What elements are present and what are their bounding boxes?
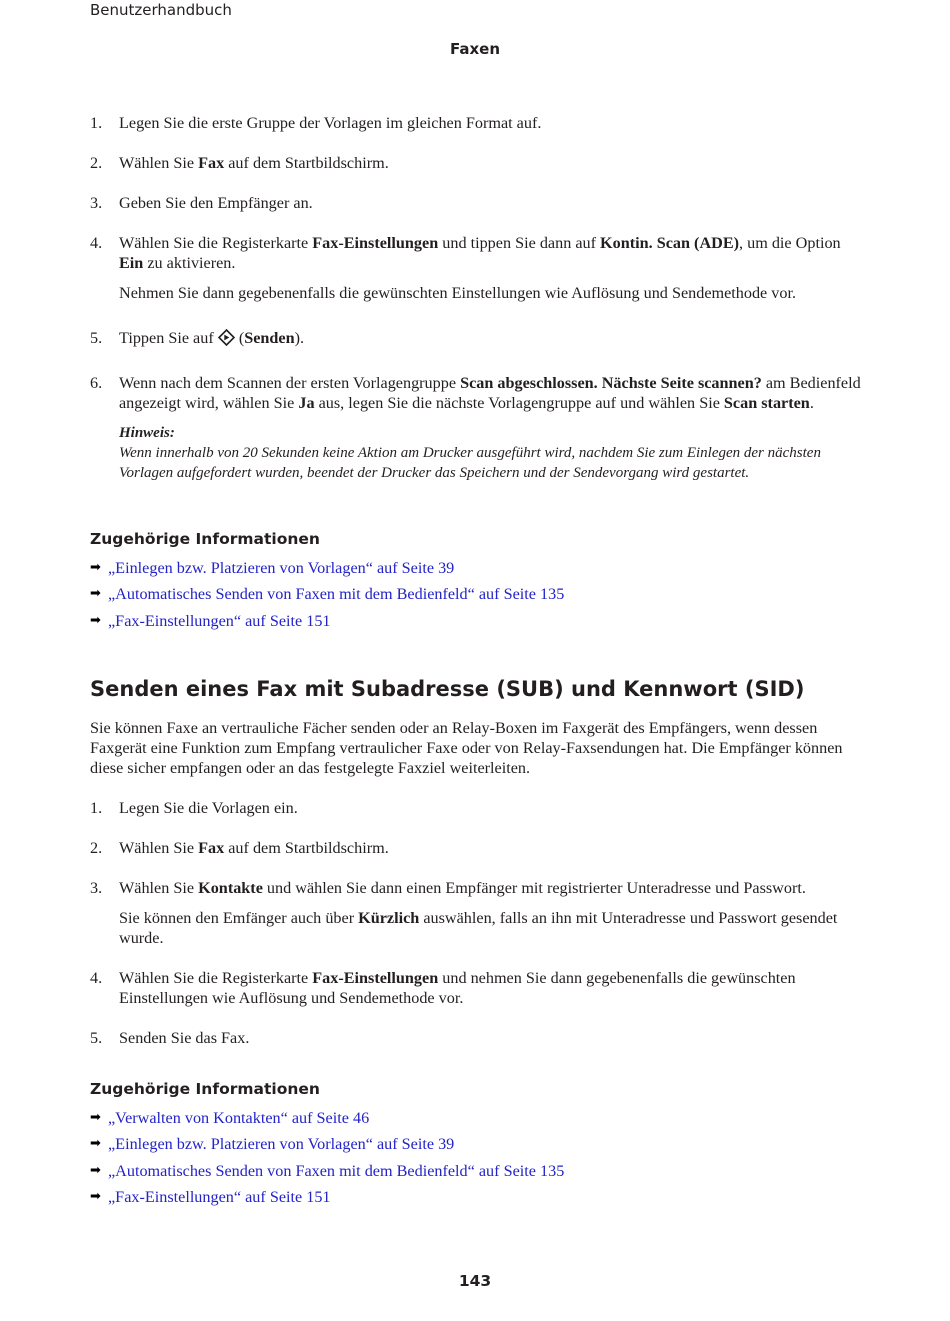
- step-number: 3.: [90, 879, 103, 897]
- step-number: 1.: [90, 799, 103, 817]
- related-link-item: [90, 1108, 564, 1134]
- step-text: Geben Sie den Empfänger an.: [119, 194, 313, 212]
- ui-term: Ja: [298, 394, 315, 412]
- related-link[interactable]: „Einlegen bzw. Platzieren von Vorlagen“ auf Seite 39: [108, 559, 455, 577]
- related-link-item: [90, 1187, 564, 1213]
- step-text: und wählen Sie dann einen Empfänger mit registrierter Unteradresse und Passwort.: [262, 879, 806, 897]
- ui-term: Fax: [198, 154, 225, 172]
- step-text: Senden Sie das Fax.: [119, 1029, 250, 1047]
- related-links-2: [90, 1108, 564, 1213]
- step-text: , um die Option: [739, 234, 841, 252]
- step-number: 5.: [90, 329, 103, 347]
- step-text: Wählen Sie die Registerkarte: [119, 234, 313, 252]
- related-link[interactable]: „Fax-Einstellungen“ auf Seite 151: [108, 1187, 331, 1206]
- note-box: [119, 423, 865, 483]
- ui-term: Fax-Einstellungen: [312, 969, 439, 987]
- procedure-list-2: [90, 798, 865, 1048]
- step-text: aus, legen Sie die nächste Vorlagengruppe auf und wählen Sie: [314, 394, 724, 412]
- right-arrow-icon: ➡: [90, 1136, 101, 1152]
- step-3: [90, 193, 865, 213]
- related-link-item: [90, 1161, 564, 1187]
- ui-term: Kontakte: [198, 879, 263, 897]
- step-text: am Bedienfeld angezeigt wird, wählen Sie: [119, 374, 861, 412]
- note-text: Wenn innerhalb von 20 Sekunden keine Aktion am Drucker ausgeführt wird, nachdem Sie zum Einlegen der nächsten Vorlagen aufgefordert wurden, beendet der Drucker das Speichern und der Sendevorgang wird gestartet.: [119, 445, 821, 481]
- right-arrow-icon: ➡: [90, 1110, 101, 1125]
- step-text: .: [809, 394, 814, 412]
- note-title: Hinweis:: [119, 425, 175, 441]
- related-link[interactable]: „Automatisches Senden von Faxen mit dem Bedienfeld“ auf Seite 135: [108, 585, 565, 604]
- step-text: Wählen Sie: [119, 839, 199, 857]
- step-5: [90, 328, 865, 351]
- step-3: [90, 878, 865, 948]
- section-heading: Senden eines Fax mit Subadresse (SUB) und Kennwort (SID): [90, 677, 805, 701]
- related-link-item: [90, 611, 564, 637]
- ui-term: Fax: [198, 839, 225, 857]
- step-text: ).: [294, 329, 305, 347]
- step-text: Legen Sie die Vorlagen ein.: [119, 799, 298, 817]
- step-text: zu aktivieren.: [143, 254, 236, 272]
- step-1: [90, 798, 865, 818]
- right-arrow-icon: ➡: [90, 1188, 101, 1204]
- start-diamond-icon: [218, 329, 235, 351]
- step-number: 2.: [90, 839, 103, 857]
- step-2: [90, 153, 865, 173]
- related-info-title: Zugehörige Informationen: [90, 1080, 320, 1098]
- right-arrow-icon: ➡: [90, 560, 101, 575]
- step-2: [90, 838, 865, 858]
- step-subtext: Nehmen Sie dann gegebenenfalls die gewünschten Einstellungen wie Auflösung und Sendemethode vor.: [119, 284, 797, 302]
- related-link-item: [90, 584, 564, 610]
- step-number: 3.: [90, 194, 103, 212]
- procedure-list-1: [90, 113, 865, 483]
- related-link-item: [90, 558, 564, 584]
- running-header-book-title: Benutzerhandbuch: [90, 1, 232, 19]
- step-text: auf dem Startbildschirm.: [224, 839, 389, 857]
- related-link[interactable]: „Fax-Einstellungen“ auf Seite 151: [108, 611, 331, 630]
- right-arrow-icon: ➡: [90, 612, 101, 628]
- step-text: Sie können den Emfänger auch über: [119, 909, 359, 927]
- step-text: und tippen Sie dann auf: [438, 234, 601, 252]
- related-link[interactable]: „Automatisches Senden von Faxen mit dem Bedienfeld“ auf Seite 135: [108, 1161, 565, 1180]
- step-1: [90, 113, 865, 133]
- step-5: [90, 1028, 865, 1048]
- related-link[interactable]: „Verwalten von Kontakten“ auf Seite 46: [108, 1109, 370, 1127]
- step-text: auf dem Startbildschirm.: [224, 154, 389, 172]
- right-arrow-icon: ➡: [90, 586, 101, 602]
- section-intro: Sie können Faxe an vertrauliche Fächer senden oder an Relay-Boxen im Faxgerät des Empfängers, wenn dessen Faxgerät eine Funktion zum Empfang vertraulicher Faxe oder von Relay-Faxsendungen hat. Die Empfänger können diese sicher empfangen oder an das festgelegte Faxziel weiterleiten.: [90, 719, 843, 777]
- ui-term: Scan starten: [723, 394, 810, 412]
- step-number: 4.: [90, 969, 103, 987]
- step-text: Tippen Sie auf: [119, 329, 218, 347]
- running-header-chapter: Faxen: [449, 40, 501, 58]
- related-link[interactable]: „Einlegen bzw. Platzieren von Vorlagen“ auf Seite 39: [108, 1135, 455, 1154]
- ui-term: Kontin. Scan (ADE): [600, 234, 740, 252]
- step-number: 6.: [90, 374, 103, 392]
- related-links-1: [90, 558, 564, 637]
- step-text: und nehmen Sie dann gegebenenfalls die gewünschten Einstellungen wie Auflösung und Sendemethode vor.: [119, 969, 796, 1007]
- ui-term: Kürzlich: [358, 909, 420, 927]
- step-text: Wählen Sie: [119, 879, 199, 897]
- step-text: Wenn nach dem Scannen der ersten Vorlagengruppe: [119, 374, 461, 392]
- step-text: Wählen Sie: [119, 154, 199, 172]
- step-text: (: [234, 329, 245, 347]
- step-text: Legen Sie die erste Gruppe der Vorlagen im gleichen Format auf.: [119, 114, 542, 132]
- step-number: 1.: [90, 114, 103, 132]
- ui-term: Scan abgeschlossen. Nächste Seite scannen?: [460, 374, 762, 392]
- right-arrow-icon: ➡: [90, 1162, 101, 1178]
- ui-term: Fax-Einstellungen: [312, 234, 439, 252]
- step-text: Wählen Sie die Registerkarte: [119, 969, 313, 987]
- step-subtext: [119, 908, 865, 948]
- step-text: auswählen, falls an ihn mit Unteradresse und Passwort gesendet wurde.: [119, 909, 838, 947]
- step-number: 2.: [90, 154, 103, 172]
- step-number: 5.: [90, 1029, 103, 1047]
- page-number: 143: [458, 1272, 492, 1290]
- related-link-item: [90, 1134, 564, 1160]
- related-info-title: Zugehörige Informationen: [90, 530, 320, 548]
- step-6: [90, 373, 865, 483]
- ui-term: Senden: [244, 329, 295, 347]
- ui-term: Ein: [119, 254, 144, 272]
- step-4: [90, 233, 865, 303]
- step-4: [90, 968, 865, 1008]
- step-number: 4.: [90, 234, 103, 252]
